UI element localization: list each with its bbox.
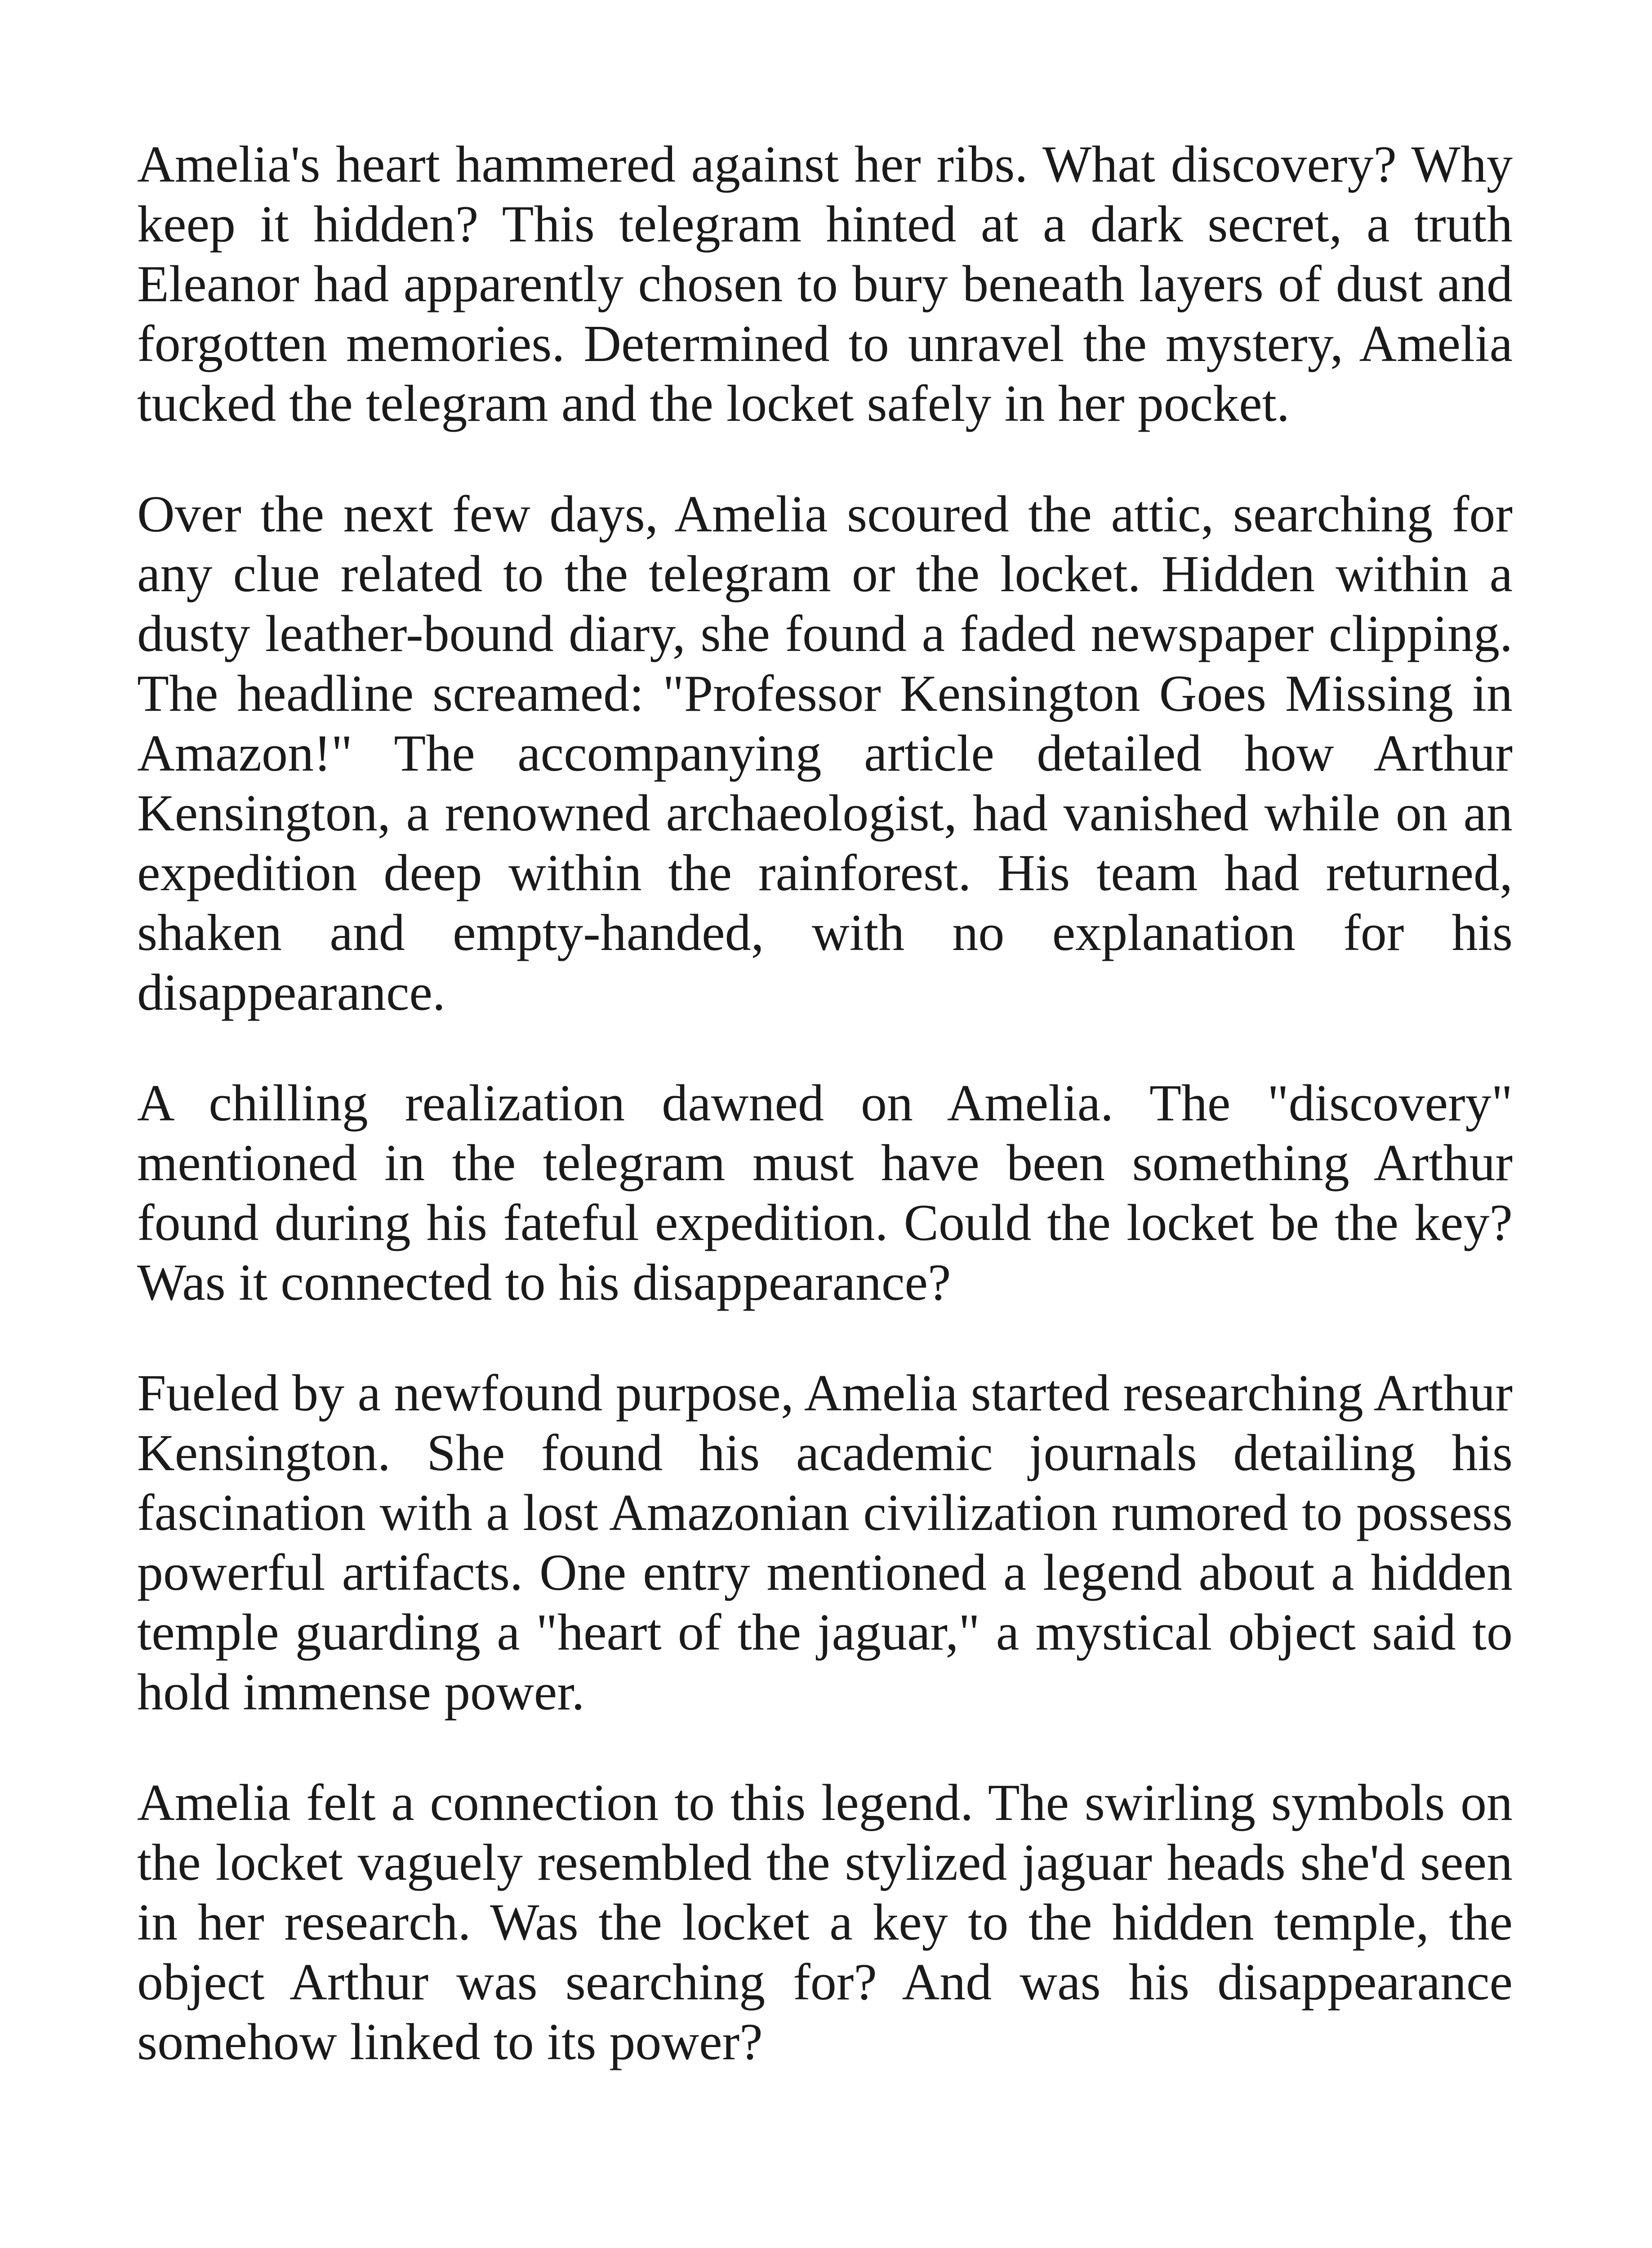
paragraph-2: Over the next few days, Amelia scoured the attic, searching for any clue related to the telegram or the locket. Hidden within a dusty leather-bound diary, she found a faded newspaper clipping. The headline screamed: "Professor Kensington Goes Missing in Amazon!" The accompanying article detailed how Arthur Kensington, a renowned archaeologist, had vanished while on an expedition deep within the rainforest. His team had returned, shaken and empty-handed, with no explanation for his disappearance. bbox=[137, 486, 1513, 1021]
paragraph-1: Amelia's heart hammered against her ribs. What discovery? Why keep it hidden? This telegram hinted at a dark secret, a truth Eleanor had apparently chosen to bury beneath layers of dust and forgotten memories. Determined to unravel the mystery, Amelia tucked the telegram and the locket safely in her pocket. bbox=[137, 136, 1513, 433]
paragraph-3: A chilling realization dawned on Amelia. The "discovery" mentioned in the telegram must have been something Arthur found during his fateful expedition. Could the locket be the key? Was it connected to his disappearance? bbox=[137, 1075, 1513, 1311]
body-text bbox=[137, 135, 1513, 2123]
paragraph-4: Fueled by a newfound purpose, Amelia started researching Arthur Kensington. She found his academic journals detailing his fascination with a lost Amazonian civilization rumored to possess powerful artifacts. One entry mentioned a legend about a hidden temple guarding a "heart of the jaguar," a mystical object said to hold immense power. bbox=[137, 1365, 1513, 1721]
paragraph-5: Amelia felt a connection to this legend. The swirling symbols on the locket vaguely resembled the stylized jaguar heads she'd seen in her research. Was the locket a key to the hidden temple, the object Arthur was searching for? And was his disappearance somehow linked to its power? bbox=[137, 1774, 1513, 2071]
